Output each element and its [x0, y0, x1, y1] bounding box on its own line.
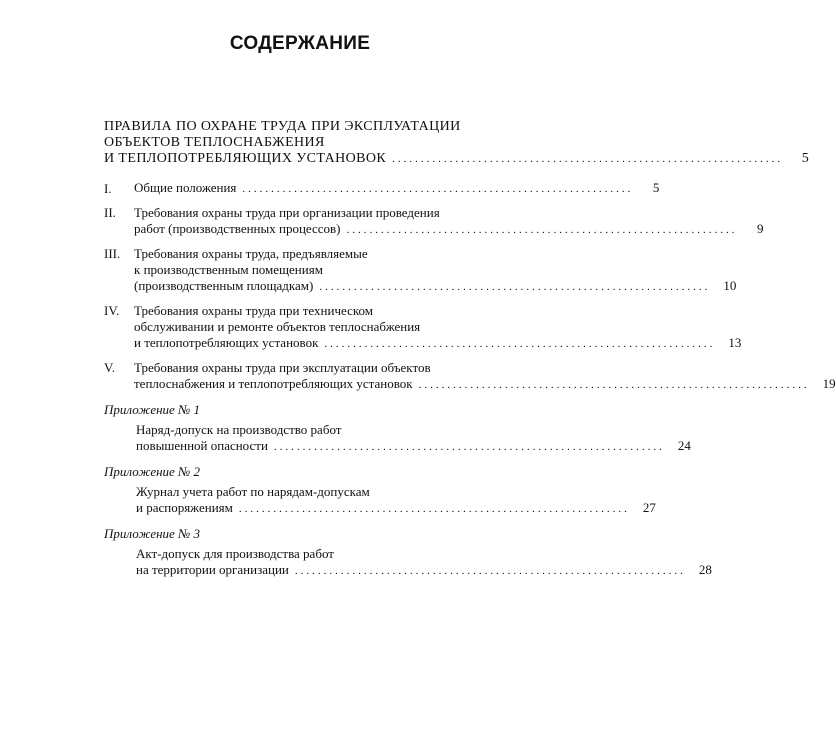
page-number: 13 — [728, 335, 742, 350]
page-number: 9 — [757, 221, 764, 236]
appendix-title-last-line: и распоряжениям — [136, 500, 233, 515]
appendix-title-last-line: на территории организации — [136, 562, 289, 577]
section-title-line: Требования охраны труда, предъявляемые — [134, 246, 368, 261]
toc-section-5[interactable] — [104, 360, 836, 393]
page-number: 5 — [652, 180, 660, 195]
appendix-title-line: Журнал учета работ по нарядам-допускам — [136, 484, 370, 499]
appendix-label: Приложение № 1 — [104, 402, 201, 417]
section-title-last-line: Общие положения — [134, 180, 237, 195]
dot-leader: .................................................................... — [418, 379, 810, 391]
dot-leader: .................................................................... — [242, 183, 634, 195]
section-title-line: обслуживании и ремонте объектов теплоснабжения — [134, 319, 421, 334]
dot-leader: .................................................................... — [346, 224, 738, 236]
section-number: III. — [104, 246, 121, 261]
table-of-contents — [104, 119, 836, 579]
section-number: V. — [104, 360, 115, 375]
toc-section-1[interactable] — [104, 180, 660, 197]
page-title: СОДЕРЖАНИЕ — [229, 33, 371, 54]
section-title-last-line: и теплопотребляющих установок — [134, 335, 319, 350]
dot-leader: .................................................................... — [319, 281, 711, 293]
page-number: 19 — [822, 376, 836, 391]
section-number: I. — [104, 181, 112, 196]
header-line-3: И ТЕПЛОПОТРЕБЛЯЮЩИХ УСТАНОВОК — [104, 151, 387, 166]
page-number: 24 — [677, 438, 691, 453]
section-title-last-line: работ (производственных процессов) — [134, 221, 341, 236]
section-number: IV. — [104, 303, 120, 318]
toc-header-entry[interactable] — [104, 119, 810, 167]
section-title-line: Требования охраны труда при техническом — [134, 303, 373, 318]
dot-leader: .................................................................... — [273, 441, 665, 453]
dot-leader: .................................................................... — [294, 565, 686, 577]
page-number: 27 — [642, 500, 656, 515]
appendix-title-last-line: повышенной опасности — [136, 438, 268, 453]
header-line-1: ПРАВИЛА ПО ОХРАНЕ ТРУДА ПРИ ЭКСПЛУАТАЦИИ — [104, 119, 461, 134]
toc-section-4[interactable] — [104, 303, 742, 352]
section-title-last-line: теплоснабжения и теплопотребляющих установок — [134, 376, 413, 391]
toc-appendix-2[interactable] — [104, 484, 656, 517]
section-title-last-line: (производственным площадкам) — [134, 278, 314, 293]
section-title-line: к производственным помещениям — [134, 262, 323, 277]
section-title-line: Требования охраны труда при эксплуатации объектов — [134, 360, 431, 375]
toc-appendix-3[interactable] — [104, 546, 712, 579]
page-number: 28 — [698, 562, 712, 577]
toc-section-3[interactable] — [104, 246, 737, 295]
appendix-title-line: Наряд-допуск на производство работ — [136, 422, 342, 437]
header-line-2: ОБЪЕКТОВ ТЕПЛОСНАБЖЕНИЯ — [104, 135, 325, 150]
appendix-label: Приложение № 3 — [104, 526, 201, 541]
page-number: 10 — [723, 278, 737, 293]
dot-leader: .................................................................... — [392, 153, 784, 165]
toc-appendix-1[interactable] — [104, 422, 691, 455]
appendix-label: Приложение № 2 — [104, 464, 201, 479]
toc-section-2[interactable] — [104, 205, 764, 238]
appendix-title-line: Акт-допуск для производства работ — [136, 546, 334, 561]
dot-leader: .................................................................... — [324, 338, 716, 350]
dot-leader: .................................................................... — [238, 503, 630, 515]
page-number: 5 — [801, 151, 810, 166]
section-title-line: Требования охраны труда при организации проведения — [134, 205, 440, 220]
section-number: II. — [104, 205, 116, 220]
